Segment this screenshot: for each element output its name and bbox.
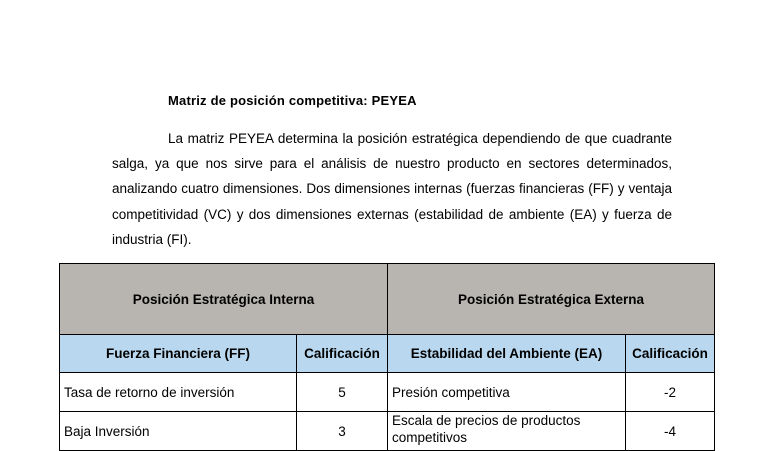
internal-position-header: Posición Estratégica Interna (60, 264, 388, 335)
ea-score-cell: -2 (626, 373, 715, 412)
section-heading: Matriz de posición competitiva: PEYEA (168, 93, 417, 108)
group-header-row (60, 264, 715, 335)
ff-score-cell: 3 (297, 412, 388, 451)
peyea-table (59, 263, 715, 451)
ff-column-header: Fuerza Financiera (FF) (60, 335, 297, 373)
ea-score-cell: -4 (626, 412, 715, 451)
ea-score-column-header: Calificación (626, 335, 715, 373)
ea-factor-cell: Escala de precios de productos competitivos (388, 412, 626, 451)
intro-paragraph: La matriz PEYEA determina la posición estratégica dependiendo de que cuadrante salga, ya que nos sirve para el análisis de nuestro producto en sectores determinados, analizando cuatro dimensiones. Dos dimensiones internas (fuerzas financieras (FF) y ventaja competitividad (VC) y dos dimensiones externas (estabilidad de ambiente (EA) y fuerza de industria (FI). (112, 131, 672, 247)
ff-factor-cell: Tasa de retorno de inversión (60, 373, 297, 412)
column-header-row (60, 335, 715, 373)
ff-factor-cell: Baja Inversión (60, 412, 297, 451)
ea-factor-cell: Presión competitiva (388, 373, 626, 412)
ff-score-column-header: Calificación (297, 335, 388, 373)
table-row (60, 412, 715, 451)
external-position-header: Posición Estratégica Externa (388, 264, 715, 335)
ea-column-header: Estabilidad del Ambiente (EA) (388, 335, 626, 373)
table-row (60, 373, 715, 412)
ff-score-cell: 5 (297, 373, 388, 412)
